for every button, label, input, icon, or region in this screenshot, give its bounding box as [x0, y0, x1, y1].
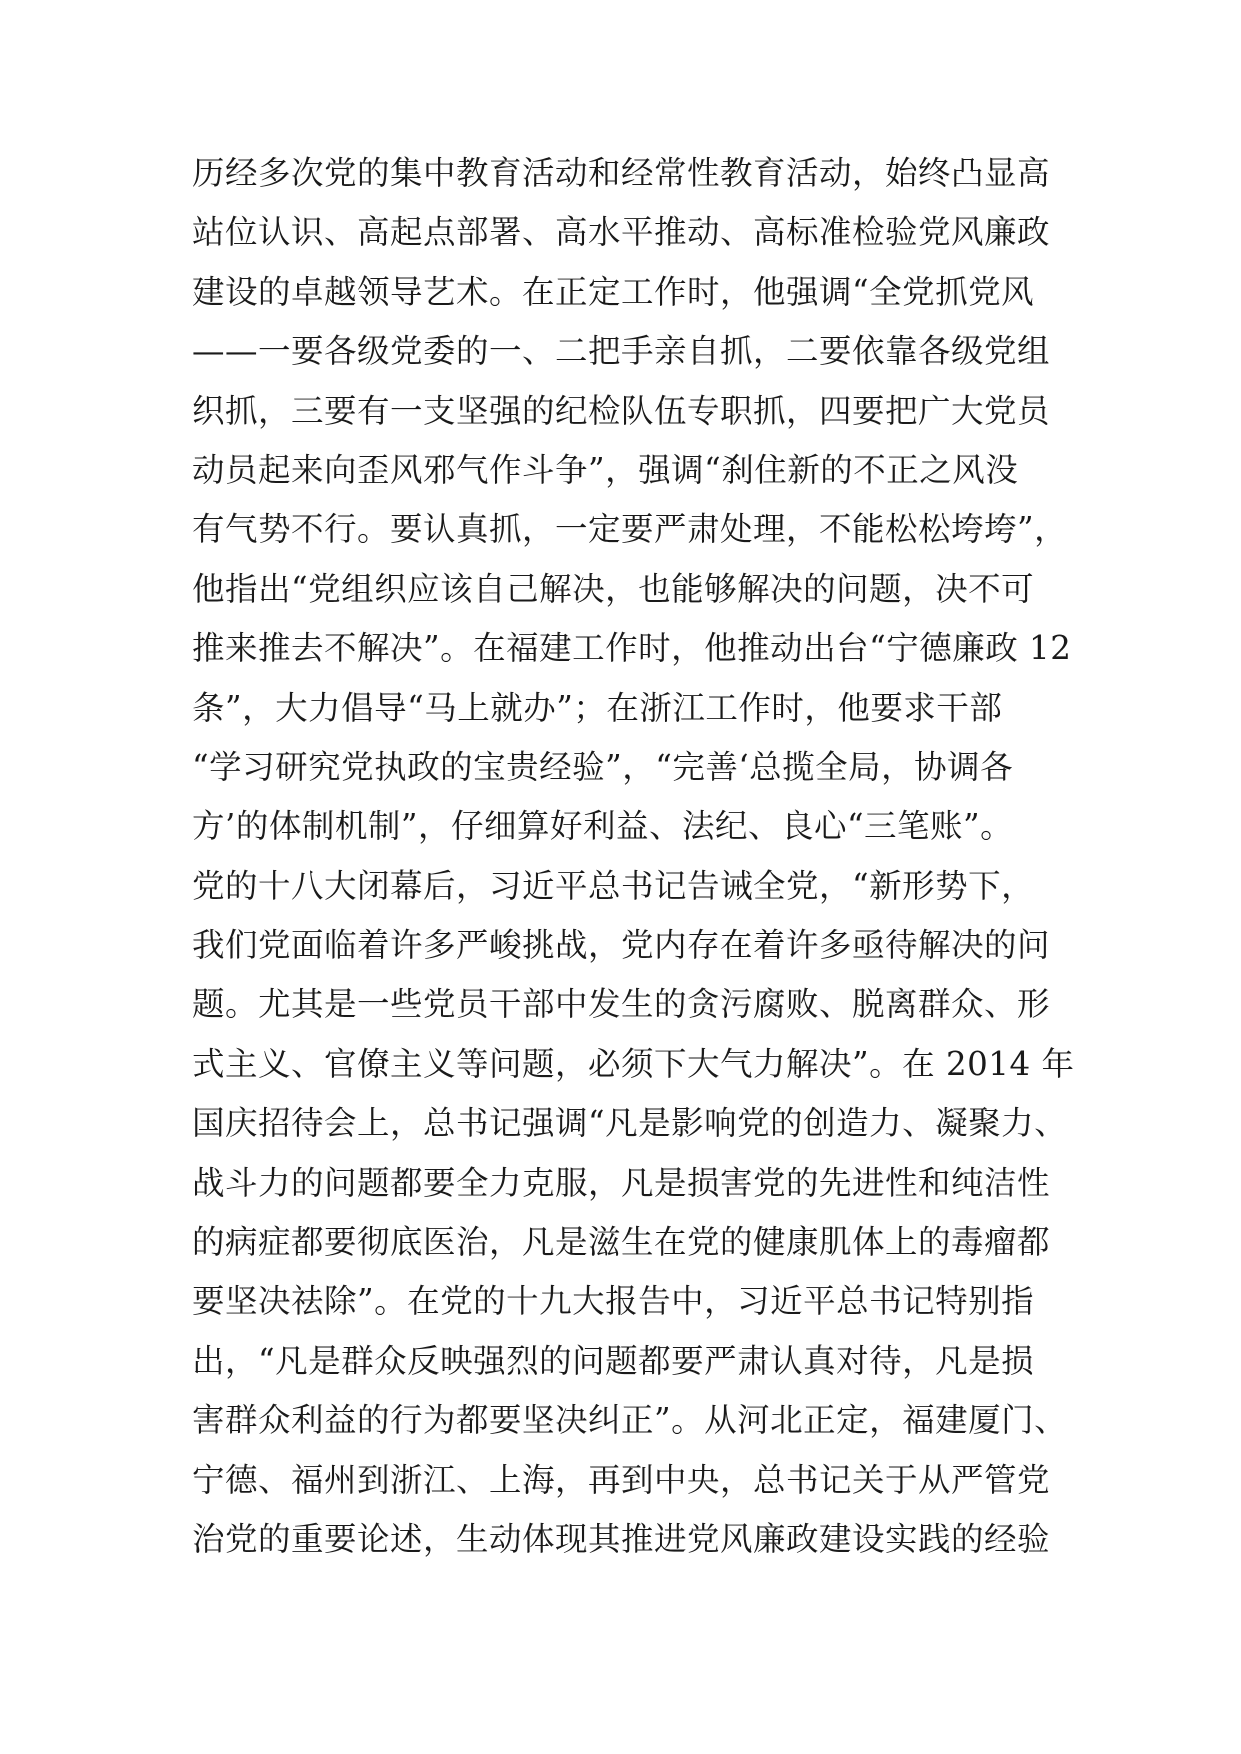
- text-line: 我们党面临着许多严峻挑战，党内存在着许多亟待解决的问: [192, 926, 1051, 965]
- text-line: 宁德、福州到浙江、上海，再到中央，总书记关于从严管党: [192, 1460, 1051, 1499]
- text-line: 动员起来向歪风邪气作斗争”，强调“刹住新的不正之风没: [192, 450, 1019, 489]
- text-line: 国庆招待会上，总书记强调“凡是影响党的创造力、凝聚力、: [192, 1104, 1068, 1143]
- text-line: ——一要各级党委的一、二把手亲自抓，二要依靠各级党组: [192, 332, 1051, 371]
- text-line: 害群众利益的行为都要坚决纠正”。从河北正定，福建厦门、: [192, 1401, 1068, 1440]
- text-line: 要坚决祛除”。在党的十九大报告中，习近平总书记特别指: [192, 1282, 1035, 1321]
- text-line: 治党的重要论述，生动体现其推进党风廉政建设实践的经验: [192, 1519, 1051, 1558]
- text-line: 式主义、官僚主义等问题，必须下大气力解决”。在 2014 年: [192, 1044, 1075, 1083]
- text-line: 方’的体制机制”，仔细算好利益、法纪、良心“三笔账”。: [192, 807, 1014, 846]
- text-line: 推来推去不解决”。在福建工作时，他推动出台“宁德廉政 12: [192, 629, 1072, 668]
- body-text: [192, 144, 1075, 1569]
- text-line: 站位认识、高起点部署、高水平推动、高标准检验党风廉政: [192, 213, 1051, 252]
- text-line: 有气势不行。要认真抓，一定要严肃处理，不能松松垮垮”，: [192, 510, 1068, 549]
- text-line: 党的十八大闭幕后，习近平总书记告诫全党，“新形势下，: [192, 866, 1035, 905]
- text-line: 战斗力的问题都要全力克服，凡是损害党的先进性和纯洁性: [192, 1163, 1051, 1202]
- text-line: 的病症都要彻底医治，凡是滋生在党的健康肌体上的毒瘤都: [192, 1223, 1051, 1262]
- text-line: 他指出“党组织应该自己解决，也能够解决的问题，决不可: [192, 569, 1035, 608]
- text-line: 题。尤其是一些党员干部中发生的贪污腐败、脱离群众、形: [192, 985, 1051, 1024]
- text-line: 织抓，三要有一支坚强的纪检队伍专职抓，四要把广大党员: [192, 391, 1051, 430]
- text-line: 出，“凡是群众反映强烈的问题都要严肃认真对待，凡是损: [192, 1341, 1035, 1380]
- text-line: 建设的卓越领导艺术。在正定工作时，他强调“全党抓党风: [192, 272, 1035, 311]
- text-line: 历经多次党的集中教育活动和经常性教育活动，始终凸显高: [192, 154, 1051, 192]
- text-line: “学习研究党执政的宝贵经验”，“完善‘总揽全局，协调各: [192, 747, 1014, 786]
- text-line: 条”，大力倡导“马上就办”；在浙江工作时，他要求干部: [192, 688, 1003, 727]
